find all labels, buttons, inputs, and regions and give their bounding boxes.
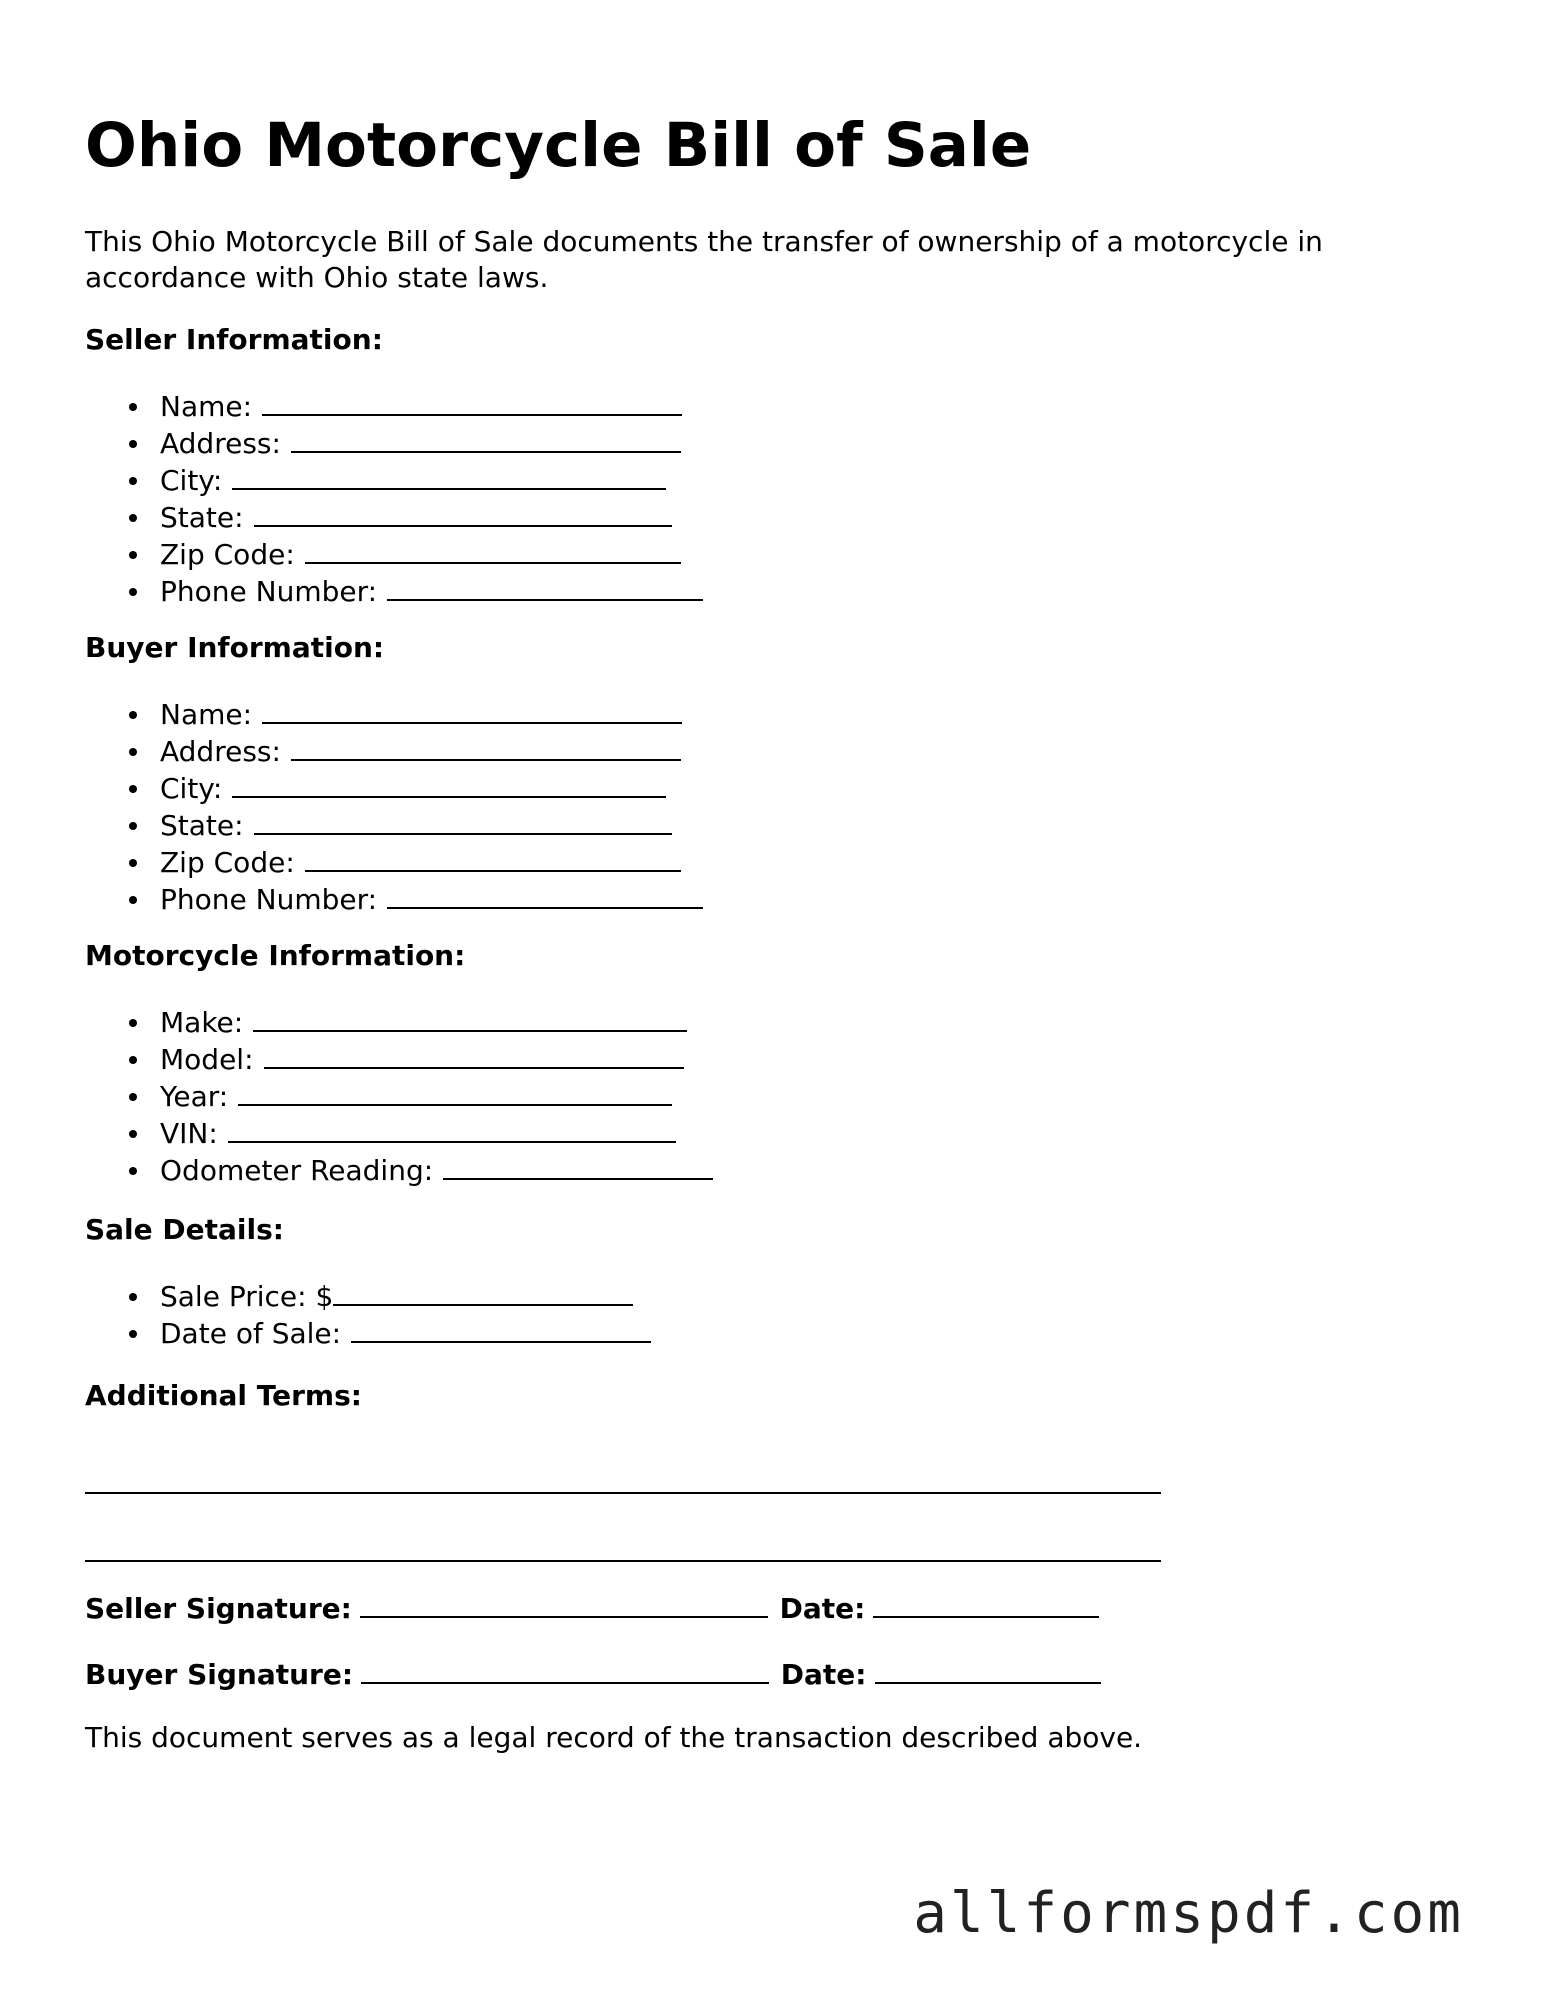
- seller-name-field: [160, 388, 703, 425]
- motorcycle-year-blank[interactable]: [238, 1078, 672, 1106]
- motorcycle-odometer-field: [160, 1152, 713, 1189]
- buyer-city-field: [160, 770, 703, 807]
- buyer-state-blank[interactable]: [254, 807, 672, 835]
- seller-address-blank[interactable]: [291, 425, 681, 453]
- field-label: Year:: [160, 1080, 229, 1113]
- sale-date-blank[interactable]: [351, 1315, 651, 1343]
- motorcycle-model-blank[interactable]: [264, 1041, 684, 1069]
- buyer-heading: Buyer Information:: [85, 631, 385, 664]
- field-label: Sale Price: $: [160, 1280, 334, 1313]
- buyer-name-field: [160, 696, 703, 733]
- field-label: City:: [160, 772, 223, 805]
- motorcycle-heading: Motorcycle Information:: [85, 939, 466, 972]
- seller-city-field: [160, 462, 703, 499]
- field-label: Phone Number:: [160, 883, 378, 916]
- motorcycle-odometer-blank[interactable]: [443, 1152, 713, 1180]
- motorcycle-make-field: [160, 1004, 713, 1041]
- intro-paragraph: This Ohio Motorcycle Bill of Sale documents the transfer of ownership of a motorcycle in accordance with Ohio state laws.: [85, 225, 1323, 294]
- buyer-phone-field: [160, 881, 703, 918]
- seller-signature-blank[interactable]: [360, 1590, 768, 1618]
- sale-price-blank[interactable]: [333, 1278, 633, 1306]
- field-label: Name:: [160, 390, 253, 423]
- buyer-date-label: Date:: [780, 1658, 867, 1691]
- seller-signature-label: Seller Signature:: [85, 1592, 352, 1625]
- motorcycle-fields: [85, 1004, 713, 1189]
- terms-heading: Additional Terms:: [85, 1379, 362, 1412]
- motorcycle-year-field: [160, 1078, 713, 1115]
- seller-signature-row: [85, 1590, 1099, 1627]
- motorcycle-vin-blank[interactable]: [228, 1115, 676, 1143]
- seller-phone-field: [160, 573, 703, 610]
- buyer-zip-blank[interactable]: [305, 844, 681, 872]
- buyer-date-blank[interactable]: [875, 1656, 1101, 1684]
- seller-date-label: Date:: [779, 1592, 866, 1625]
- buyer-address-field: [160, 733, 703, 770]
- field-label: State:: [160, 501, 244, 534]
- field-label: Phone Number:: [160, 575, 378, 608]
- field-label: VIN:: [160, 1117, 218, 1150]
- buyer-signature-row: [85, 1656, 1101, 1693]
- buyer-phone-blank[interactable]: [387, 881, 703, 909]
- seller-name-blank[interactable]: [262, 388, 682, 416]
- seller-city-blank[interactable]: [232, 462, 666, 490]
- document-title: Ohio Motorcycle Bill of Sale: [85, 110, 1032, 181]
- terms-line-2[interactable]: [85, 1560, 1161, 1562]
- seller-zip-blank[interactable]: [305, 536, 681, 564]
- seller-state-field: [160, 499, 703, 536]
- motorcycle-model-field: [160, 1041, 713, 1078]
- seller-state-blank[interactable]: [254, 499, 672, 527]
- buyer-signature-blank[interactable]: [361, 1656, 769, 1684]
- sale-fields: [85, 1278, 651, 1352]
- seller-phone-blank[interactable]: [387, 573, 703, 601]
- buyer-city-blank[interactable]: [232, 770, 666, 798]
- seller-address-field: [160, 425, 703, 462]
- buyer-state-field: [160, 807, 703, 844]
- field-label: Date of Sale:: [160, 1317, 342, 1350]
- seller-fields: [85, 388, 703, 610]
- buyer-address-blank[interactable]: [291, 733, 681, 761]
- sale-date-field: [160, 1315, 651, 1352]
- field-label: Name:: [160, 698, 253, 731]
- buyer-fields: [85, 696, 703, 918]
- sale-price-field: [160, 1278, 651, 1315]
- closing-statement: This document serves as a legal record of the transaction described above.: [85, 1721, 1143, 1754]
- buyer-name-blank[interactable]: [262, 696, 682, 724]
- seller-heading: Seller Information:: [85, 323, 383, 356]
- field-label: Zip Code:: [160, 846, 295, 879]
- seller-date-blank[interactable]: [873, 1590, 1099, 1618]
- field-label: Model:: [160, 1043, 254, 1076]
- seller-zip-field: [160, 536, 703, 573]
- field-label: City:: [160, 464, 223, 497]
- buyer-signature-label: Buyer Signature:: [85, 1658, 354, 1691]
- buyer-zip-field: [160, 844, 703, 881]
- field-label: Zip Code:: [160, 538, 295, 571]
- field-label: Address:: [160, 735, 281, 768]
- field-label: Make:: [160, 1006, 244, 1039]
- field-label: State:: [160, 809, 244, 842]
- sale-heading: Sale Details:: [85, 1213, 284, 1246]
- motorcycle-make-blank[interactable]: [253, 1004, 687, 1032]
- terms-line-1[interactable]: [85, 1492, 1161, 1494]
- site-watermark: allformspdf.com: [913, 1881, 1464, 1946]
- field-label: Odometer Reading:: [160, 1154, 434, 1187]
- field-label: Address:: [160, 427, 281, 460]
- motorcycle-vin-field: [160, 1115, 713, 1152]
